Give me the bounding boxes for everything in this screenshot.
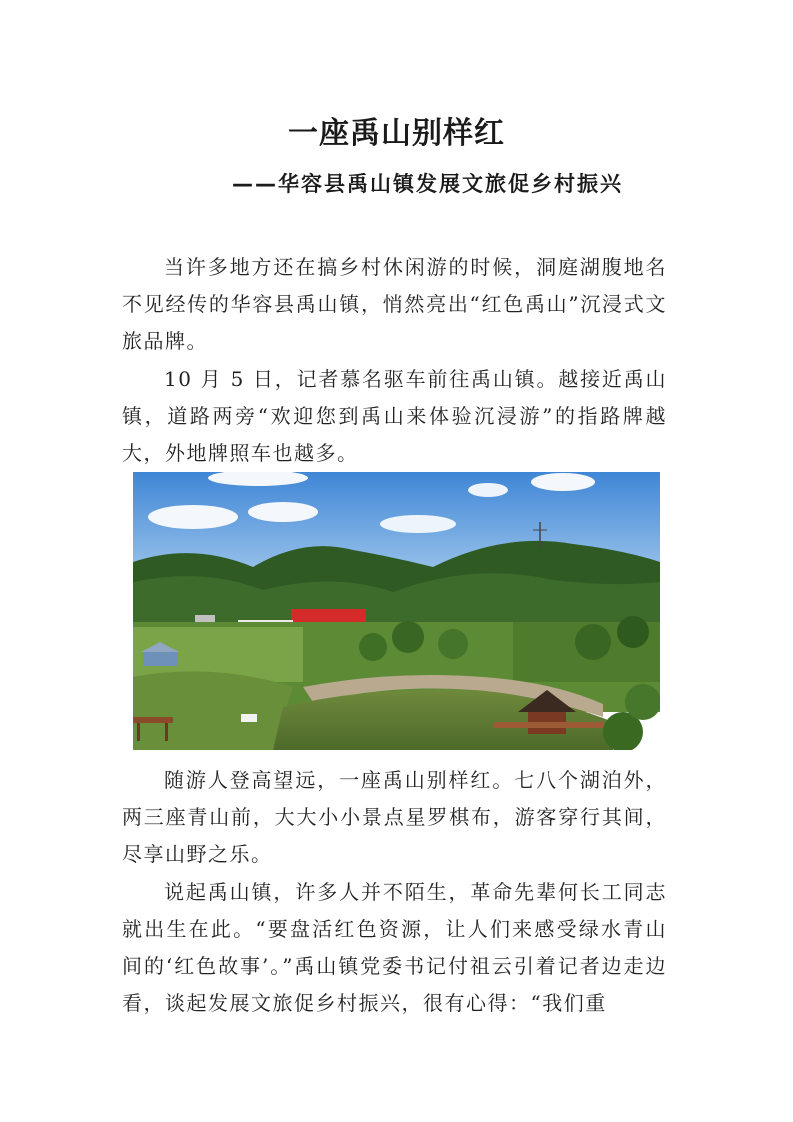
cloud — [531, 473, 595, 491]
scenic-photo — [133, 472, 660, 750]
paragraph-visit: 10 月 5 日，记者慕名驱车前往禹山镇。越接近禹山镇，道路两旁“欢迎您到禹山来体验沉浸游”的指路牌越大，外地牌照车也越多。 — [122, 367, 667, 465]
cloud — [468, 483, 508, 497]
paragraph-interview: 说起禹山镇，许多人并不陌生，革命先辈何长工同志就出生在此。“要盘活红色资源，让人们来感受绿水青山间的‘红色故事’。”禹山镇党委书记付祖云引着记者边走边看，谈起发展文旅促乡村振兴，很有心得：“我们重 — [122, 880, 667, 1015]
paragraph-view: 随游人登高望远，一座禹山别样红。七八个湖泊外，两三座青山前，大大小小景点星罗棋布，游客穿行其间，尽享山野之乐。 — [122, 768, 667, 866]
car — [241, 714, 257, 722]
cloud — [380, 515, 456, 533]
blue-house — [143, 650, 177, 666]
cloud — [148, 505, 238, 529]
article-title: 一座禹山别样红 — [288, 116, 505, 151]
hillside — [133, 671, 293, 750]
article-subtitle: ——华容县禹山镇发展文旅促乡村振兴 — [232, 172, 623, 196]
paragraph-intro: 当许多地方还在搞乡村休闲游的时候，洞庭湖腹地名不见经传的华容县禹山镇，悄然亮出“红色禹山”沉浸式文旅品牌。 — [122, 255, 667, 353]
cloud — [248, 502, 318, 522]
